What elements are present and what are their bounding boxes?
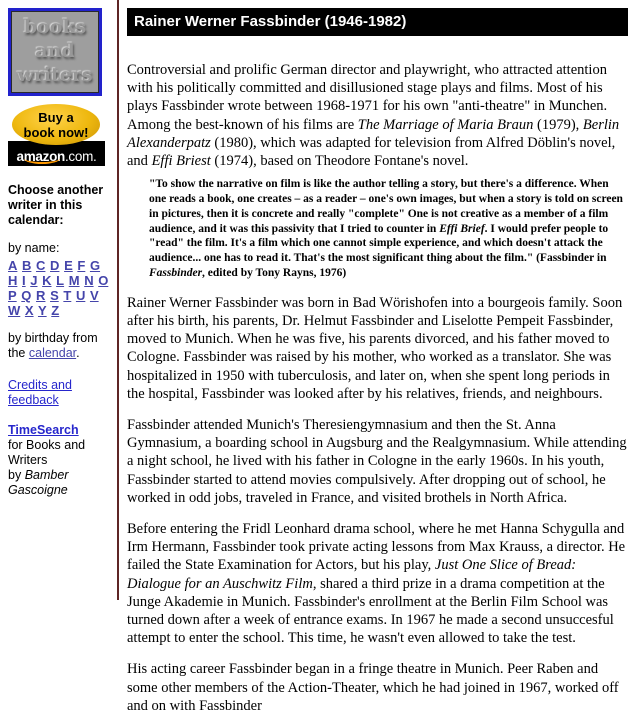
biography-paragraph-drama-school: Before entering the Fridl Leonhard drama school, where he met Hanna Schygulla and Irm Hermann, Fassbinder took private acting lessons from Max Krauss, a director. He failed the State Examination for Actors, but his play, Just One Slice of Bread: Dialogue for an Auschwitz Film, shared a third prize in a drama competition at the Junge Akademie in Munich. Fassbinder's enrollment at the Berlin Film School was turned down after a week of entrance exams. In 1967 he made a second unsuccesful attempt to enter the school. This time, he wasn't even allowed to take the test. xyxy=(127,521,626,647)
main-content xyxy=(127,8,628,715)
letter-link-s[interactable]: S xyxy=(50,288,59,303)
calendar-link[interactable]: calendar xyxy=(28,346,77,360)
logo-line: books xyxy=(23,16,87,38)
letter-link-m[interactable]: M xyxy=(68,273,80,288)
biography-paragraph-acting-career: His acting career Fassbinder began in a fringe theatre in Munich. Peer Raben and some other members of the Action-Theater, which he had joined in 1967, worked off and on with Fassbinder xyxy=(127,661,619,714)
letter-link-i[interactable]: I xyxy=(22,273,26,288)
intro-paragraph: Controversial and prolific German director and playwright, who attracted attention with his politically committed and disillusioned stage plays and films. Most of his plays Fassbinder wrote between 1968-1971 for his own "anti-theatre" in Munchen. Among the best-known of his films are The Marriage of Maria Braun (1979), Berlin Alexanderpatz (1980), which was adapted for television from Alfred Döblin's novel, and Effi Briest (1974), based on Theodore Fontane's novel. xyxy=(127,62,620,170)
by-name-label: by name: xyxy=(8,241,60,255)
letter-link-o[interactable]: O xyxy=(98,273,109,288)
amazon-logo: amazon.com. xyxy=(16,149,97,164)
logo-line: writers xyxy=(17,64,93,86)
letter-link-u[interactable]: U xyxy=(75,288,86,303)
letter-link-p[interactable]: P xyxy=(8,288,17,303)
letter-link-t[interactable]: T xyxy=(63,288,72,303)
sidebar xyxy=(8,8,114,498)
letter-link-d[interactable]: D xyxy=(50,258,60,273)
letter-link-c[interactable]: C xyxy=(36,258,46,273)
letter-link-g[interactable]: G xyxy=(89,258,101,273)
letter-link-v[interactable]: V xyxy=(89,288,99,303)
birthday-line: by birthday from the calendar. xyxy=(8,331,98,360)
letter-link-j[interactable]: J xyxy=(30,273,38,288)
books-and-writers-logo[interactable] xyxy=(8,8,102,96)
letter-link-l[interactable]: L xyxy=(56,273,65,288)
amazon-swoosh-icon xyxy=(24,153,60,164)
choose-writer-heading: Choose another writer in this calendar: xyxy=(8,183,104,227)
letter-link-x[interactable]: X xyxy=(24,303,34,318)
credits-feedback-link[interactable]: Credits and feedback xyxy=(8,378,72,407)
letter-link-r[interactable]: R xyxy=(36,288,46,303)
biography-paragraph-school: Fassbinder attended Munich's Theresiengymnasium and then the St. Anna Gymnasium, a boarding school in Augsburg and the Realgymnasium. While attending a night school, he lived with his father in Cologne in the early 1960s. In his youth, Fassbinder started to attend movies compulsively. After dropping out of school, he worked in odd jobs, traveled in France, and visited brothels in North Africa. xyxy=(127,417,627,506)
amazon-buy-badge[interactable] xyxy=(8,104,105,166)
letter-link-y[interactable]: Y xyxy=(37,303,47,318)
page-title: Rainer Werner Fassbinder (1946-1982) xyxy=(127,8,628,36)
letter-link-a[interactable]: A xyxy=(8,258,18,273)
letter-link-w[interactable]: W xyxy=(8,303,21,318)
logo-line: and xyxy=(35,40,75,62)
letter-link-e[interactable]: E xyxy=(64,258,73,273)
timesearch-block: TimeSearch for Books and Writers by Bamber Gascoigne xyxy=(8,423,86,497)
letter-link-z[interactable]: Z xyxy=(51,303,60,318)
letter-link-h[interactable]: H xyxy=(8,273,18,288)
letter-link-n[interactable]: N xyxy=(84,273,94,288)
letter-links xyxy=(8,258,114,318)
timesearch-subtitle: for Books and Writers xyxy=(8,438,86,467)
buy-a-book-now-label: Buy a book now! xyxy=(12,104,100,145)
biography-paragraph-birth: Rainer Werner Fassbinder was born in Bad Wörishofen into a bourgeois family. Soon after his birth, his parents, Dr. Helmut Fassbinder and Liselotte Pempeit Fassbinder, moved to Munich. When he was five, his parents divorced, and his father moved to Cologne. Fassbinder was raised by his mother, who worked as a translator. She was hospitalized in 1950 with tuberculosis, and later on, when she spent long periods in the hospital, Fassbinder was looked after by his relatives, friends, and neighbours. xyxy=(127,294,623,402)
letter-link-k[interactable]: K xyxy=(42,273,52,288)
timesearch-author: Bamber Gascoigne xyxy=(8,468,69,497)
letter-link-b[interactable]: B xyxy=(22,258,32,273)
timesearch-link[interactable]: TimeSearch xyxy=(8,423,79,437)
sidebar-divider xyxy=(117,0,119,600)
letter-link-q[interactable]: Q xyxy=(21,288,32,303)
letter-link-f[interactable]: F xyxy=(77,258,86,273)
fassbinder-quote: "To show the narrative on film is like the author telling a story, but there's a difference. When one reads a book, one creates – as a reader – one's own images, but when a story is told on screen in pictures, then it is concrete and really "complete" One is not creative as a member of a film audience, and it was this passivity that I tried to counter in Effi Brief. I would prefer people to "read" the film. It's a film which one cannot simple experience, and which doesn't attack the audience... one has to read it. That's the most significant thing about the film." (Fassbinder in Fassbinder, edited by Tony Rayns, 1976) xyxy=(149,178,623,279)
